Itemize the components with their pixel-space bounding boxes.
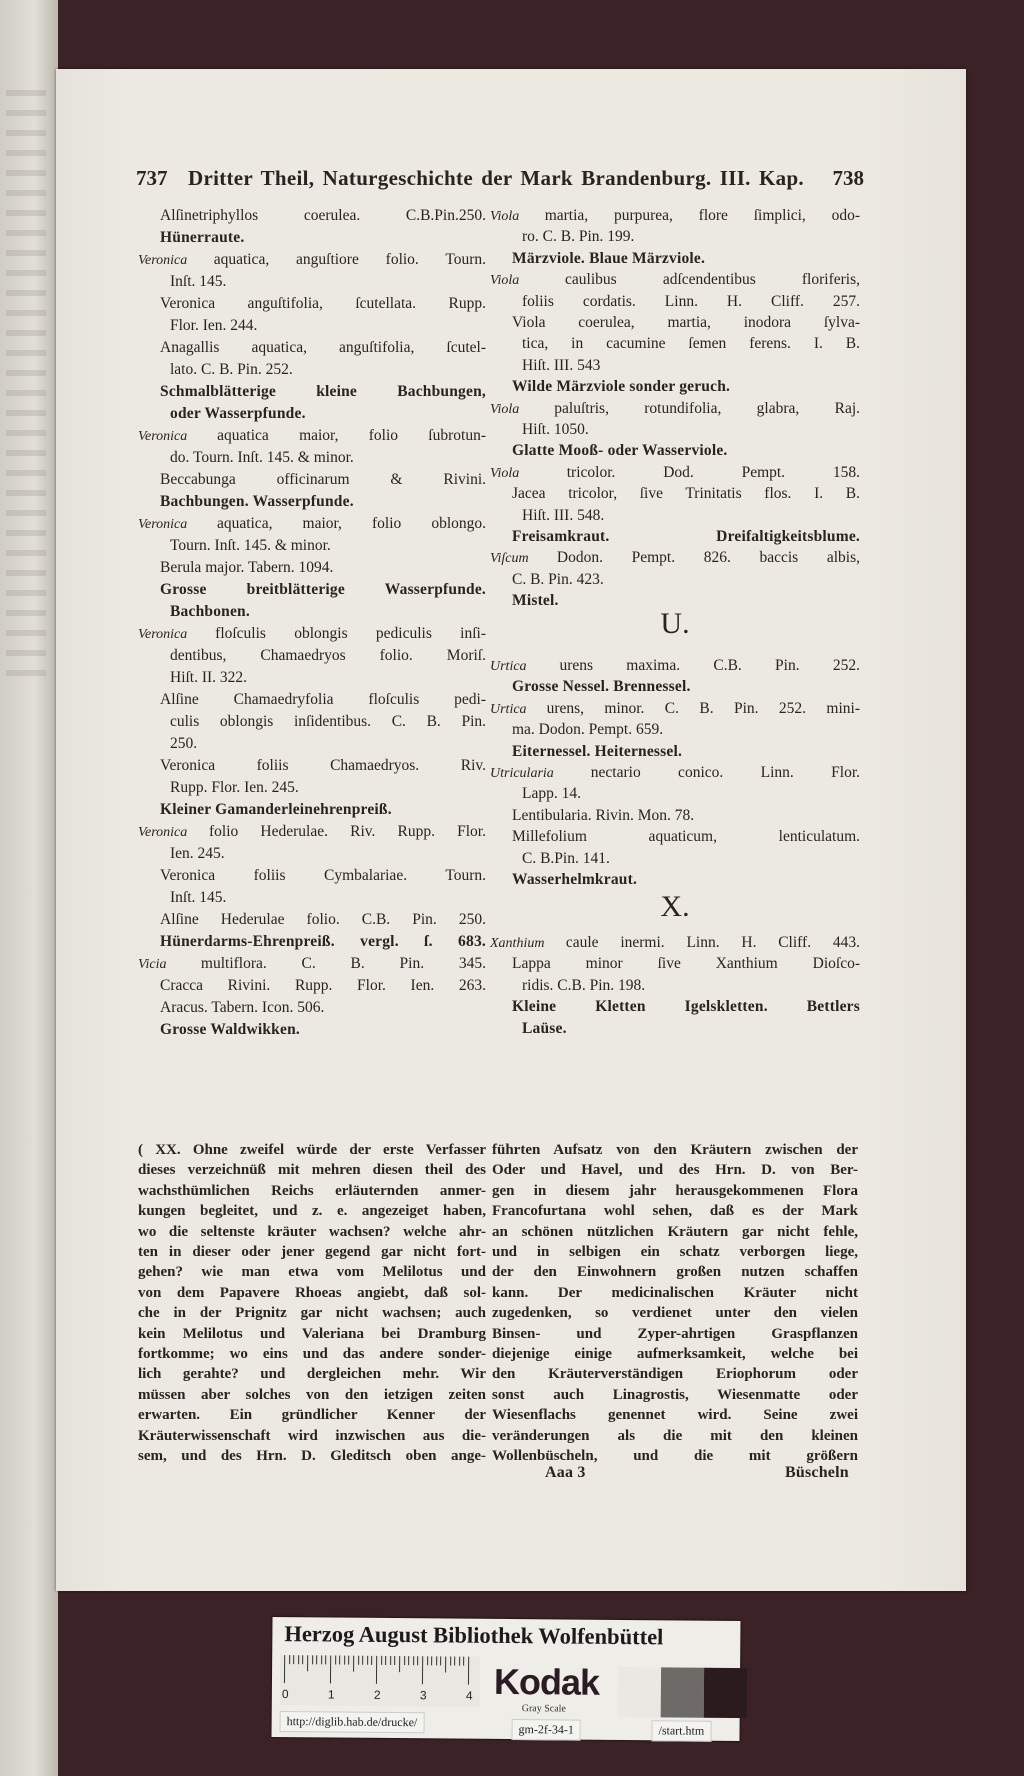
genus-name: Veronica <box>138 627 216 642</box>
paragraph-line: diejenige einige aufmerksamkeit, welche bei <box>492 1346 858 1362</box>
paragraph-line: kein Melilotus und Valeriana bei Dramburg <box>138 1325 486 1342</box>
entry-text: Hiſt. II. 322. <box>170 669 248 686</box>
kodak-logo: Kodak <box>493 1660 600 1703</box>
genus-name: Viola <box>490 209 545 224</box>
list-entry-line <box>490 699 860 720</box>
entry-text: Berula major. Tabern. 1094. <box>160 559 334 576</box>
list-entry-line <box>490 463 860 484</box>
entry-text: Bachbonen. <box>170 603 250 620</box>
list-entry-line <box>512 484 860 504</box>
list-entry-line <box>512 313 860 333</box>
list-entry-line <box>170 272 486 292</box>
paragraph-line: Binsen- und Zyper-ahrtigen Graspflanzen <box>492 1325 858 1342</box>
running-header <box>136 166 864 196</box>
entry-text: Hiſt. 1050. <box>522 421 589 438</box>
entry-text: 250. <box>170 735 198 752</box>
ruler-number: 1 <box>327 1687 335 1702</box>
genus-name: Vicia <box>138 957 201 972</box>
genus-name: Veronica <box>138 517 217 532</box>
list-entry-line <box>512 249 860 269</box>
header-title: Dritter Theil, Naturgeschichte der Mark Brandenburg. III. Kap. <box>188 166 804 190</box>
list-entry-line <box>138 514 486 535</box>
genus-name: Veronica <box>138 253 214 268</box>
list-entry-line <box>138 250 486 271</box>
entry-text: Viola coerulea, martia, inodora ſylva- <box>512 314 860 331</box>
list-entry-line <box>490 399 860 420</box>
entry-text: Hiſt. III. 543 <box>522 356 601 374</box>
entry-text: Ien. 245. <box>170 845 225 862</box>
ruler-tick <box>367 1656 368 1665</box>
list-entry-line <box>490 548 860 569</box>
ruler-tick <box>468 1657 469 1685</box>
paragraph-line: Wollenbüscheln, und die mit größern <box>492 1448 858 1464</box>
list-entry-line <box>160 338 486 358</box>
paragraph-line: ( XX. Ohne zweifel würde der erste Verfasser <box>138 1142 486 1158</box>
paragraph-line: Oder und Havel, und des Hrn. D. von Ber- <box>492 1162 858 1179</box>
library-label-card <box>271 1617 740 1741</box>
url-part-start: /start.htm <box>651 1720 711 1742</box>
entry-text: ro. C. B. Pin. 199. <box>522 228 635 246</box>
section-heading-u: U. <box>660 607 690 640</box>
entry-text: Lentibularia. Rivin. Mon. 78. <box>512 806 695 824</box>
list-entry-line <box>512 806 860 826</box>
ruler-number: 2 <box>373 1687 381 1702</box>
ruler-tick <box>335 1656 336 1665</box>
entry-text: Eiternessel. Heiternessel. <box>512 742 683 760</box>
ruler-tick <box>399 1656 400 1672</box>
entry-text: caulibus adſcendentibus floriferis, <box>565 271 861 289</box>
entry-text: Mistel. <box>512 592 559 610</box>
paragraph-line: ten in dieser oder jener gegend gar nicht fort- <box>138 1244 486 1260</box>
ruler-tick <box>362 1656 363 1665</box>
ruler-tick <box>418 1656 419 1665</box>
entry-text: Aracus. Tabern. Icon. 506. <box>160 999 325 1016</box>
list-entry-line <box>138 954 486 975</box>
list-entry-line <box>160 580 486 600</box>
paragraph-line: Kräuterwissenschaft wird inzwischen aus die- <box>138 1427 486 1444</box>
entry-text: Alſinetriphyllos coerulea. C.B.Pin.250. <box>160 207 486 224</box>
ruler-tick <box>454 1657 455 1666</box>
entry-text: Lapp. 14. <box>522 785 581 803</box>
entry-text: martia, purpurea, flore ſimplici, odo- <box>544 207 861 224</box>
entry-text: urens maxima. C.B. Pin. 252. <box>559 657 860 674</box>
list-entry-line <box>512 677 860 697</box>
list-entry-line <box>490 933 860 954</box>
ruler-tick <box>316 1655 317 1664</box>
ruler-tick <box>427 1656 428 1665</box>
entry-text: Inſt. 145. <box>170 889 227 906</box>
entry-text: urens, minor. C. B. Pin. 252. mini- <box>546 699 860 717</box>
list-entry-line <box>160 558 486 578</box>
ruler-tick <box>431 1656 432 1665</box>
genus-name: Utricularia <box>490 766 591 781</box>
entry-text: Flor. Ien. 244. <box>170 317 258 334</box>
genus-name: Veronica <box>138 429 218 444</box>
ruler-tick <box>413 1656 414 1665</box>
entry-text: Veronica foliis Chamaedryos. Riv. <box>160 757 486 774</box>
ruler-tick <box>395 1656 396 1665</box>
ruler-tick <box>321 1655 322 1664</box>
entry-text: Schmalblätterige kleine Bachbungen, <box>160 383 486 400</box>
entry-text: Tourn. Inſt. 145. & minor. <box>170 537 331 554</box>
entry-text: Grosse breitblätterige Wasserpfunde. <box>160 581 486 598</box>
entry-text: Grosse Nessel. Brennessel. <box>512 678 691 696</box>
list-entry-line <box>170 778 486 798</box>
genus-name: Viola <box>490 273 566 289</box>
entry-text: caule inermi. Linn. H. Cliff. 443. <box>565 934 860 951</box>
entry-text: Veronica anguſtifolia, ſcutellata. Rupp. <box>160 295 486 312</box>
list-entry-line <box>160 756 486 776</box>
ruler-tick <box>390 1656 391 1665</box>
entry-text: aquatica maior, folio ſubrotun- <box>217 427 486 444</box>
ruler-number: 0 <box>281 1687 289 1702</box>
paragraph-line: zugedenken, so verdienet unter den vielen <box>492 1305 858 1322</box>
ruler-tick <box>404 1656 405 1665</box>
page-number-left: 737 <box>136 166 168 190</box>
facing-page-bleed-text <box>6 90 46 690</box>
entry-text: Veronica foliis Cymbalariae. Tourn. <box>160 867 486 884</box>
genus-name: Viſcum <box>490 551 557 567</box>
paragraph-line: der den Einwohnern großen nutzen schaffen <box>492 1264 858 1281</box>
entry-text: folio Hederulae. Riv. Rupp. Flor. <box>209 823 486 840</box>
entry-text: foliis cordatis. Linn. H. Cliff. 257. <box>522 292 860 310</box>
entry-text: Wilde Märzviole sonder geruch. <box>512 378 731 396</box>
list-entry-line <box>522 420 860 440</box>
list-entry-line <box>160 228 486 248</box>
paragraph-line: wo die seltenste kräuter wachsen? welche ahr- <box>138 1223 486 1240</box>
list-entry-line <box>512 441 860 461</box>
ruler-tick <box>441 1656 442 1665</box>
section-heading-x: X. <box>660 890 690 923</box>
list-entry-line <box>512 570 860 590</box>
ruler-tick <box>353 1656 354 1672</box>
ruler-tick <box>358 1656 359 1665</box>
ruler-tick <box>408 1656 409 1665</box>
entry-text: Jacea tricolor, ſive Trinitatis flos. I. B. <box>512 485 860 503</box>
list-entry-line <box>138 426 486 447</box>
ruler-tick <box>376 1656 377 1684</box>
list-entry-line <box>490 656 860 677</box>
list-entry-line <box>522 976 860 996</box>
list-entry-line <box>160 1020 486 1040</box>
entry-text: Millefolium aquaticum, lenticulatum. <box>512 828 860 846</box>
paragraph-line: kann. Der medicinalischen Kräuter nicht <box>492 1284 858 1301</box>
paragraph-line: wachsthümlichen Reichs erläuternden anmer- <box>138 1182 486 1199</box>
ruler-tick <box>344 1656 345 1665</box>
entry-text: ma. Dodon. Pempt. 659. <box>512 721 664 739</box>
list-entry-line <box>522 334 860 354</box>
paragraph-line: fortkomme; wo eins und das andere sonder- <box>138 1346 486 1362</box>
entry-text: dentibus, Chamaedryos folio. Moriſ. <box>170 647 486 664</box>
list-entry-line <box>512 954 860 974</box>
ruler-tick <box>307 1655 308 1671</box>
list-entry-line <box>490 763 860 784</box>
list-entry-line <box>170 536 486 556</box>
catchword: Büscheln <box>785 1464 849 1481</box>
entry-text: Lappa minor ſive Xanthium Dioſco- <box>512 955 860 973</box>
list-entry-line <box>170 668 486 688</box>
url-part-id: gm-2f-34-1 <box>511 1719 581 1741</box>
ruler-tick <box>422 1656 423 1684</box>
list-entry-line <box>522 356 860 376</box>
paragraph-line: an schönen nützlichen Kräutern gar nicht fehle, <box>492 1223 858 1240</box>
genus-name: Urtica <box>490 659 560 674</box>
entry-text: oder Wasserpfunde. <box>170 405 306 422</box>
list-entry-line <box>160 492 486 512</box>
paragraph-line: Wiesenflachs genennet wird. Seine zwei <box>492 1407 858 1424</box>
entry-text: Anagallis aquatica, anguſtifolia, ſcutel- <box>160 339 486 356</box>
list-entry-line <box>170 448 486 468</box>
list-entry-line <box>512 997 860 1017</box>
gray-patch-mid <box>661 1667 704 1717</box>
ruler-number: 4 <box>465 1688 473 1703</box>
entry-text: Wasserhelmkraut. <box>512 871 638 888</box>
entry-text: C. B. Pin. 423. <box>512 570 604 588</box>
gray-scale-label: Gray Scale <box>521 1703 566 1715</box>
gray-patch-light <box>618 1667 661 1717</box>
paragraph-line: von dem Papavere Rhoeas angiebt, daß sol- <box>138 1284 486 1301</box>
list-entry-line <box>160 294 486 314</box>
list-entry-line <box>170 712 486 732</box>
list-entry-line <box>170 844 486 864</box>
list-entry-line <box>170 734 486 754</box>
entry-text: ridis. C.B. Pin. 198. <box>522 976 646 994</box>
entry-text: Hünerdarms-Ehrenpreiß. vergl. ſ. 683. <box>160 933 486 950</box>
entry-text: Kleiner Gamanderleinehrenpreiß. <box>160 801 392 818</box>
list-entry-line <box>160 382 486 402</box>
ruler-tick <box>293 1655 294 1664</box>
genus-name: Viola <box>490 465 567 481</box>
ruler-tick <box>381 1656 382 1665</box>
ruler-tick <box>436 1656 437 1665</box>
list-entry-line <box>522 784 860 804</box>
ruler-tick <box>450 1657 451 1666</box>
list-entry-line <box>522 1019 860 1039</box>
facing-page-edge <box>0 0 58 1776</box>
list-entry-line <box>160 800 486 820</box>
entry-text: Kleine Kletten Igelskletten. Bettlers <box>512 998 860 1016</box>
entry-text: aquatica, anguſtiore folio. Tourn. <box>213 251 487 268</box>
entry-text: lato. C. B. Pin. 252. <box>170 361 293 378</box>
entry-text: aquatica, maior, folio oblongo. <box>216 515 486 532</box>
list-entry-line <box>170 646 486 666</box>
entry-text: tricolor. Dod. Pempt. 158. <box>566 463 860 481</box>
list-entry-line <box>512 827 860 847</box>
list-entry-line <box>490 206 860 227</box>
list-entry-line <box>160 690 486 710</box>
list-entry-line <box>170 316 486 336</box>
list-entry-line <box>522 506 860 526</box>
paragraph-line: und in selbigen ein schatz verborgen liege, <box>492 1244 858 1260</box>
paragraph-line: veränderungen als die mit den kleinen <box>492 1427 858 1444</box>
entry-text: Alſine Hederulae folio. C.B. Pin. 250. <box>160 911 486 928</box>
entry-text: Hünerraute. <box>160 229 245 246</box>
scale-ruler <box>280 1655 480 1707</box>
entry-text: C. B.Pin. 141. <box>522 849 610 867</box>
list-entry-line <box>138 822 486 843</box>
ruler-tick <box>445 1656 446 1672</box>
genus-name: Veronica <box>138 825 210 840</box>
list-entry-line <box>512 527 860 547</box>
list-entry-line <box>160 998 486 1018</box>
entry-text: floſculis oblongis pediculis inſi- <box>215 625 486 642</box>
entry-text: Beccabunga officinarum & Rivini. <box>160 471 486 488</box>
list-entry-line <box>512 870 860 890</box>
genus-name: Viola <box>490 401 555 417</box>
list-entry-line <box>170 404 486 424</box>
paragraph-line: sonst auch Linagrostis, Wiesenmatte oder <box>492 1386 858 1403</box>
list-entry-line <box>160 932 486 952</box>
list-entry-line <box>160 206 486 226</box>
ruler-tick <box>349 1656 350 1665</box>
paragraph-line: Francofurtana wohl sehen, daß es der Mark <box>492 1203 858 1220</box>
entry-text: do. Tourn. Inſt. 145. & minor. <box>170 449 354 466</box>
list-entry-line <box>160 976 486 996</box>
ruler-tick <box>339 1656 340 1665</box>
entry-text: Freisamkraut. Dreifaltigkeitsblume. <box>512 528 860 545</box>
ruler-tick <box>330 1655 331 1683</box>
genus-name: Xanthium <box>490 936 566 951</box>
entry-text: Cracca Rivini. Rupp. Flor. Ien. 263. <box>160 977 486 994</box>
entry-text: Rupp. Flor. Ien. 245. <box>170 779 299 796</box>
paragraph-line: müssen aber solches von den ietzigen zeiten <box>138 1386 486 1403</box>
list-entry-line <box>170 360 486 380</box>
entry-text: Glatte Mooß- oder Wasserviole. <box>512 442 728 460</box>
list-entry-line <box>170 888 486 908</box>
list-entry-line <box>522 849 860 869</box>
ruler-tick <box>298 1655 299 1664</box>
entry-text: multiflora. C. B. Pin. 345. <box>200 955 486 972</box>
page-number-right: 738 <box>832 166 864 190</box>
ruler-tick <box>385 1656 386 1665</box>
paragraph-line: gehen? wie man etwa vom Melilotus und <box>138 1264 486 1281</box>
ruler-tick <box>284 1655 285 1683</box>
paragraph-line: kungen begleitet, und z. e. angezeiget haben, <box>138 1203 486 1220</box>
entry-text: Inſt. 145. <box>170 273 227 290</box>
signature-mark: Aaa 3 <box>545 1464 586 1481</box>
list-entry-line <box>512 742 860 762</box>
entry-text: Märzviole. Blaue Märzviole. <box>512 249 706 267</box>
ruler-tick <box>312 1655 313 1664</box>
ruler-tick <box>459 1657 460 1666</box>
entry-text: Grosse Waldwikken. <box>160 1021 300 1038</box>
ruler-number: 3 <box>419 1688 427 1703</box>
paragraph-line: erwarten. Ein gründlicher Kenner der <box>138 1407 486 1424</box>
list-entry-line <box>160 866 486 886</box>
ruler-tick <box>326 1655 327 1664</box>
ruler-tick <box>303 1655 304 1664</box>
paragraph-line: che in der Prignitz gar nicht wachsen; auch <box>138 1305 486 1322</box>
list-entry-line <box>522 227 860 247</box>
library-title: Herzog August Bibliothek Wolfenbüttel <box>284 1621 664 1650</box>
gray-patch-dark <box>704 1668 747 1718</box>
list-entry-line <box>160 470 486 490</box>
list-entry-line <box>522 292 860 312</box>
entry-text: Bachbungen. Wasserpfunde. <box>160 493 354 510</box>
list-entry-line <box>160 910 486 930</box>
entry-text: Alſine Chamaedryfolia floſculis pedi- <box>160 691 486 708</box>
paragraph-line: gen in diesem jahr herausgekommenen Flora <box>492 1182 858 1199</box>
entry-text: culis oblongis inſidentibus. C. B. Pin. <box>170 713 486 730</box>
ruler-tick <box>372 1656 373 1665</box>
entry-text: tica, in cacumine ſemen ferens. I. B. <box>522 335 860 353</box>
genus-name: Urtica <box>490 701 547 717</box>
list-entry-line <box>170 602 486 622</box>
paragraph-line: den Kräuterverständigen Eriophorum oder <box>492 1366 858 1383</box>
list-entry-line <box>138 624 486 645</box>
paragraph-line: lich gerahte? und dergleichen mehr. Wir <box>138 1366 486 1383</box>
list-entry-line <box>490 270 860 291</box>
list-entry-line <box>512 377 860 397</box>
paragraph-line: dieses verzeichnüß mit mehren diesen theil des <box>138 1162 486 1179</box>
ruler-tick <box>464 1657 465 1666</box>
url-part-base: http://diglib.hab.de/drucke/ <box>280 1711 425 1733</box>
entry-text: nectario conico. Linn. Flor. <box>590 764 860 781</box>
paragraph-line: führten Aufsatz von den Kräutern zwischen der <box>492 1142 858 1158</box>
paragraph-line: sem, und des Hrn. D. Gleditsch oben ange- <box>138 1448 486 1464</box>
ruler-tick <box>289 1655 290 1664</box>
entry-text: Hiſt. III. 548. <box>522 506 605 524</box>
list-entry-line <box>512 720 860 740</box>
entry-text: Laüse. <box>522 1019 567 1037</box>
entry-text: Dodon. Pempt. 826. baccis albis, <box>556 549 860 567</box>
entry-text: paluſtris, rotundifolia, glabra, Raj. <box>554 399 861 417</box>
